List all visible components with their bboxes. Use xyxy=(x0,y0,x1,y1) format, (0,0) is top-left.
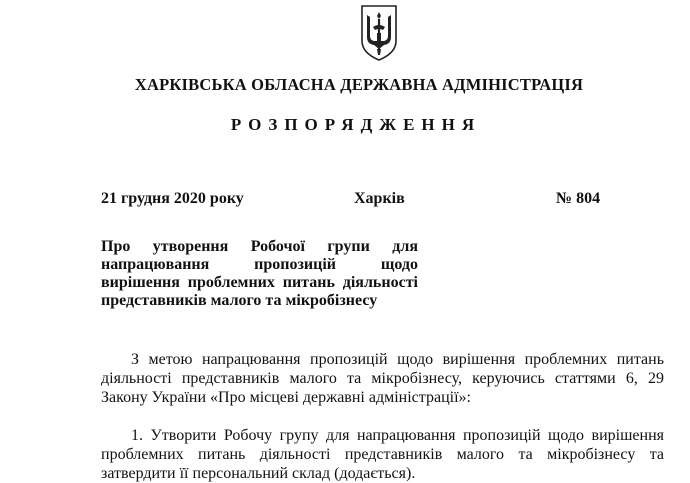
document-number: № 804 xyxy=(556,190,601,207)
trident-icon xyxy=(357,3,401,63)
subject-line: Про утворення Робочої групи для xyxy=(101,238,418,255)
subject-line: напрацювання пропозицій щодо xyxy=(101,256,418,273)
paragraph-line: затвердити її персональний склад (додається). xyxy=(101,465,416,482)
paragraph-line: проблемних питань діяльності представників малого та мікробізнесу та xyxy=(101,446,664,463)
paragraph-line: діяльності представників малого та мікробізнесу, керуючись статтями 6, 29 xyxy=(101,370,664,387)
preamble-paragraph xyxy=(101,350,664,407)
document-date: 21 грудня 2020 року xyxy=(101,190,244,207)
document-city: Харків xyxy=(354,190,405,207)
paragraph-line: З метою напрацювання пропозицій щодо вирішення проблемних питань xyxy=(131,351,664,368)
document-type: РОЗПОРЯДЖЕННЯ xyxy=(230,115,482,134)
subject-line: представників малого та мікробізнесу xyxy=(101,292,378,309)
paragraph-line: Закону України «Про місцеві державні адміністрації»: xyxy=(101,389,471,406)
document-subject xyxy=(101,238,418,310)
clause-1-paragraph xyxy=(101,426,664,483)
organization-title: ХАРКІВСЬКА ОБЛАСНА ДЕРЖАВНА АДМІНІСТРАЦІЯ xyxy=(134,75,584,94)
paragraph-line: 1. Утворити Робочу групу для напрацювання пропозицій щодо вирішення xyxy=(131,427,664,444)
subject-line: вирішення проблемних питань діяльності xyxy=(101,274,418,291)
